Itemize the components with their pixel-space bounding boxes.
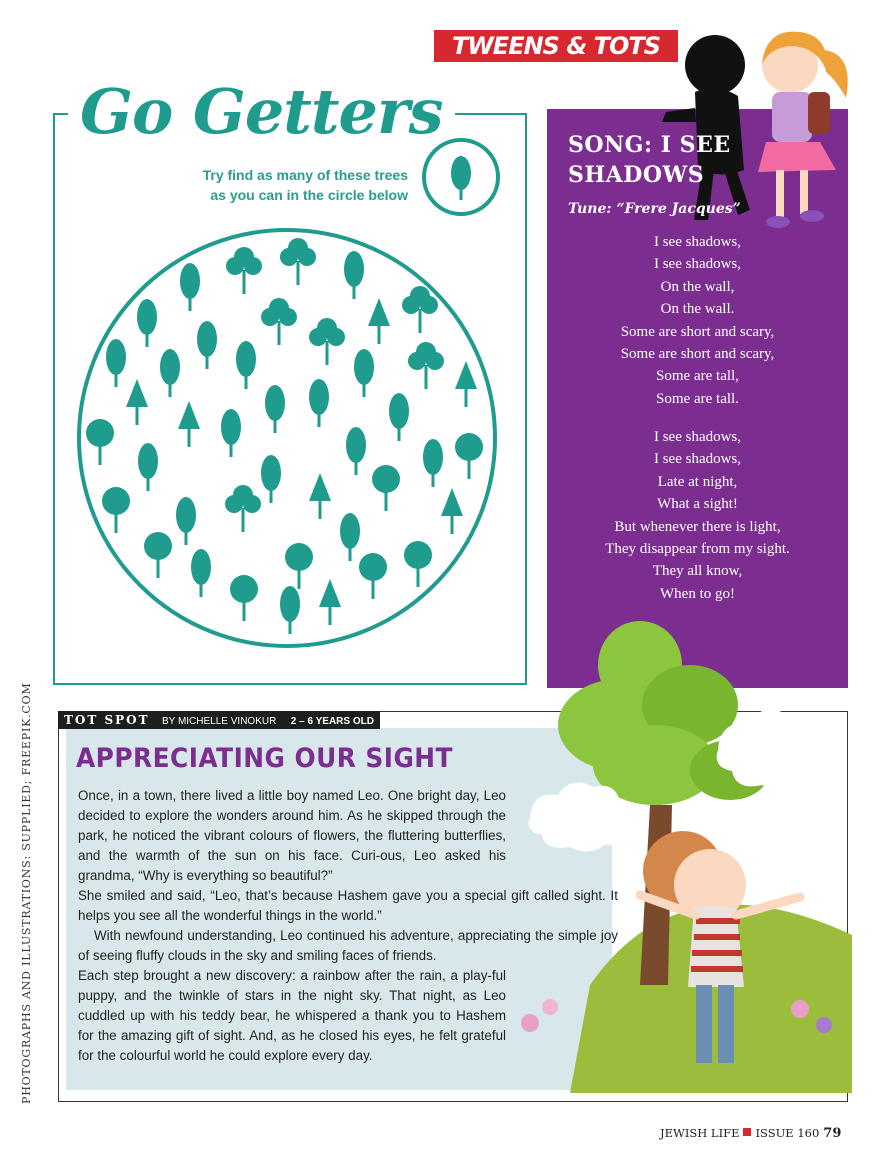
go-getters-instruction [180,165,408,205]
tot-spot-kicker: TOT SPOT [64,713,150,727]
verse-line: On the wall. [660,301,735,318]
verse-line: On the wall, [660,278,735,295]
page-number: 79 [823,1126,842,1141]
section-banner: TWEENS & TOTS [434,30,678,62]
verse-line: I see shadows, [653,256,742,273]
tot-spot-byline: BY MICHELLE VINOKUR [162,716,277,727]
photo-credit: PHOTOGRAPHS AND ILLUSTRATIONS: SUPPLIED; FREEPIK.COM [20,682,33,1104]
verse-line: Some are tall, [656,368,739,385]
verse-line: When to go! [660,585,735,602]
verse-line: Late at night, [657,473,738,490]
story-paragraph-1: Once, in a town, there lived a little boy named Leo. One bright day, Leo decided to explore the wonders around him. As he skipped through the park, he noticed the vibrant colours of flowers, the fluttering butterflies, and the warmth of the sun on his face. Curi-ous, Leo asked his grandma, “Why is everything so beautiful?” [78,788,506,884]
go-getters-title: Go Getters [68,70,455,154]
song-tune: Tune: “Frere Jacques” [568,201,741,217]
tot-spot-age: 2 – 6 YEARS OLD [290,716,374,727]
song-title-line-1: SONG: I SEE [568,132,731,158]
boy-tree-illustration [500,605,852,1100]
verse-line: I see shadows, [653,451,742,468]
issue-number: ISSUE 160 [755,1126,820,1140]
tree-search-circle [76,227,498,649]
sample-tree-icon [426,142,496,212]
song-verse-2 [565,426,830,605]
instruction-line-2: as you can in the circle below [210,187,408,203]
song-title [568,130,738,190]
verse-line: They disappear from my sight. [605,541,790,558]
story-title: APPRECIATING OUR SIGHT [76,743,453,774]
verse-line: I see shadows, [653,234,742,250]
verse-line: But whenever there is light, [614,518,781,535]
verse-line: Some are short and scary, [620,346,775,363]
song-verse-1 [565,231,830,410]
verse-line: I see shadows, [653,429,742,445]
verse-line: What a sight! [657,496,738,513]
publication-name: JEWISH LIFE [660,1126,740,1140]
red-square-icon [743,1128,751,1136]
tot-spot-header [58,711,380,729]
verse-line: Some are short and scary, [620,323,775,340]
song-title-line-2: SHADOWS [568,162,705,188]
page-footer [660,1126,841,1141]
sample-tree-circle [422,138,500,216]
story-paragraph-2: She smiled and said, “Leo, that’s because Hashem gave you a special gift called sight. It helps you see all the wonderful things in the world.” [78,888,618,924]
verse-line: Some are tall. [656,390,739,407]
story-paragraph-3: With newfound understanding, Leo continued his adventure, appreciating the simple joy of seeing fluffy clouds in the sky and smiling faces of friends. [78,928,618,964]
verse-line: They all know, [652,563,743,580]
instruction-line-1: Try find as many of these trees [202,167,408,183]
story-paragraph-4: Each step brought a new discovery: a rainbow after the rain, a play-ful puppy, and the twinkle of stars in the night sky. That night, as Leo cuddled up with his teddy bear, he whispered a thank you to Hashem for the amazing gift of sight. And, as he closed his eyes, he felt grateful for the colourful world he could explore every day. [78,968,506,1064]
